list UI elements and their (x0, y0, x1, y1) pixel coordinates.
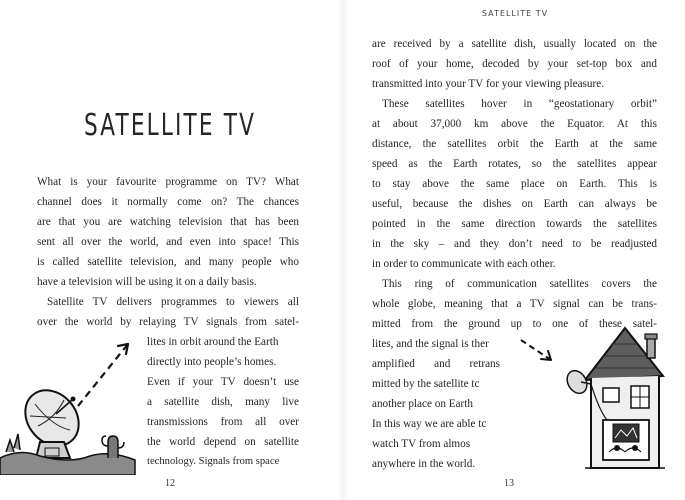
text-line: mitted by the satellite tc (372, 378, 480, 390)
text-line: have a television will be using it on a daily basis. (37, 276, 257, 288)
text-line: These satellites hover in “geostationary orbit” (382, 98, 657, 110)
text-line: In this way we are able tc (372, 418, 487, 430)
chapter-title: SATELLITE TV (83, 108, 257, 143)
text-line: are that you are watching television that has been (37, 216, 299, 228)
text-line: useful, because the dishes on Earth can always be (372, 198, 657, 210)
text-line: Even if your TV doesn’t use (147, 376, 299, 388)
text-line: roof of your home, decoded by your set-top box and (372, 58, 657, 70)
house-with-dish-drawing (515, 320, 675, 475)
text-line: sent all over the world, and even into space! This (37, 236, 299, 248)
text-line: speed as the Earth rotates, so the satellites appear (372, 158, 657, 170)
text-line: mitted from the ground up to one of these satel- (372, 318, 657, 330)
right-page (345, 0, 685, 500)
text-line: What is your favourite programme on TV? What (37, 176, 299, 188)
text-line: Satellite TV delivers programmes to viewers all (47, 296, 299, 308)
text-line: are received by a satellite dish, usually located on the (372, 38, 657, 50)
text-line: is called satellite television, and many people who (37, 256, 299, 268)
text-line: anywhere in the world. (372, 458, 476, 470)
text-line: channel does it normally come on? The chances (37, 196, 299, 208)
text-line: distance, the satellites orbit the Earth at the same (372, 138, 657, 150)
text-line: lites in orbit around the Earth (147, 336, 279, 348)
text-line: over the world by relaying TV signals from satel- (37, 316, 299, 328)
text-line: amplified and retrans (372, 358, 500, 370)
text-line: directly into people’s homes. (147, 356, 277, 368)
text-line: watch TV from almos (372, 438, 471, 450)
text-line: whole globe, meaning that a TV signal can be trans- (372, 298, 657, 310)
running-head: SATELLITE TV (481, 9, 549, 18)
text-line: transmissions from all over (147, 416, 299, 428)
left-page (0, 0, 340, 500)
text-line: to stay above the same place on Earth. This is (372, 178, 657, 190)
text-line: technology. Signals from space (147, 456, 280, 467)
text-line: pointed in the same direction towards the satellites (372, 218, 657, 230)
text-line: transmitted into your TV for your viewing pleasure. (372, 78, 604, 90)
text-line: a satellite dish, many live (147, 396, 299, 408)
text-line: lites, and the signal is ther (372, 338, 489, 350)
page-number: 12 (165, 478, 175, 489)
text-line: another place on Earth (372, 398, 473, 410)
text-line: at about 37,000 km above the Equator. At this (372, 118, 657, 130)
text-line: in the sky – and they don’t need to be readjusted (372, 238, 657, 250)
text-line: in order to communicate with each other. (372, 258, 556, 270)
text-line: This ring of communication satellites covers the (382, 278, 657, 290)
satellite-dish-drawing (0, 330, 145, 475)
page-number: 13 (504, 478, 514, 489)
text-line: the world depend on satellite (147, 436, 299, 448)
